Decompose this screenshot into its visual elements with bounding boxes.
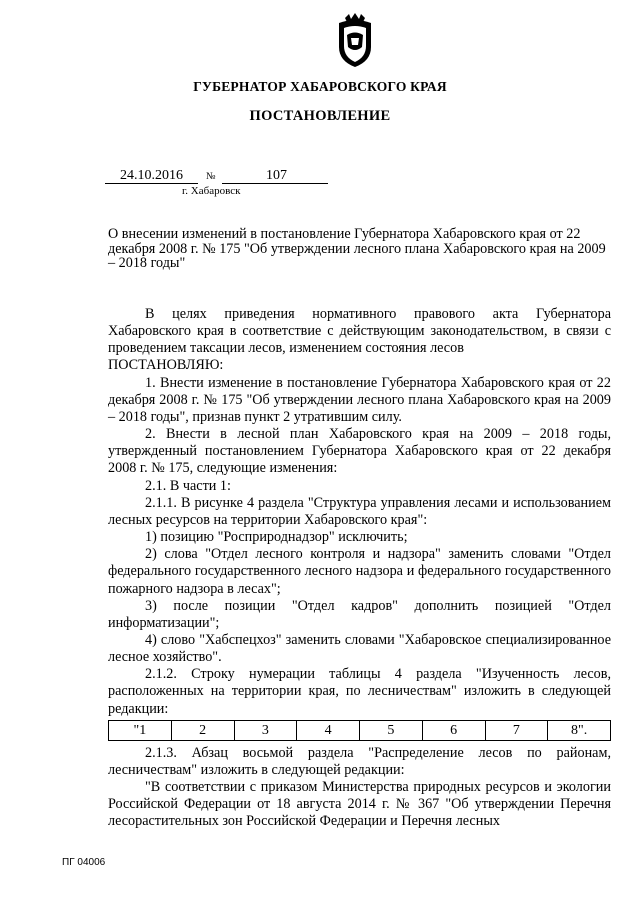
paragraph: 2. Внести в лесной план Хабаровского края на 2009 – 2018 годы, утвержденный постановлением Губернатора Хабаровского края от 22 декабря 2008 г. № 175, следующие изменения:: [108, 426, 611, 477]
table-cell: 8".: [548, 720, 611, 740]
paragraph: 4) слово "Хабспецхоз" заменить словами "Хабаровское специализированное лесное хозяйство".: [108, 631, 611, 666]
paragraph: 2.1.2. Строку нумерации таблицы 4 раздела "Изученность лесов, расположенных на территории края, по лесничествам" изложить в следующей редакции:: [108, 666, 611, 717]
coat-of-arms-icon: [331, 13, 379, 69]
document-body: [108, 306, 611, 831]
paragraph: 1. Внести изменение в постановление Губернатора Хабаровского края от 22 декабря 2008 г. № 175 "Об утверждении лесного плана Хабаровского края на 2009 – 2018 годы", признав пункт 2 утратившим силу.: [108, 374, 611, 425]
numbering-table: [108, 720, 611, 741]
paragraph: 2) слова "Отдел лесного контроля и надзора" заменить словами "Отдел федерального государственного лесного надзора и федерального государственного пожарного надзора в лесах";: [108, 546, 611, 597]
table-cell: 7: [485, 720, 548, 740]
document-title: О внесении изменений в постановление Губернатора Хабаровского края от 22 декабря 2008 г. № 175 "Об утверждении лесного плана Хабаровского края на 2009 – 2018 годы": [108, 226, 606, 271]
paragraph: "В соответствии с приказом Министерства природных ресурсов и экологии Российской Федерации от 18 августа 2014 г. № 367 "Об утверждении Перечня лесорастительных зон Российской Федерации и Перечня лесных: [108, 779, 611, 830]
table-cell: "1: [109, 720, 172, 740]
document-date: 24.10.2016: [105, 168, 198, 184]
table-cell: 3: [234, 720, 297, 740]
paragraph: 2.1.1. В рисунке 4 раздела "Структура управления лесами и использованием лесных ресурсов на территории Хабаровского края":: [108, 494, 611, 528]
table-cell: 4: [297, 720, 360, 740]
paragraph: 3) после позиции "Отдел кадров" дополнить позицией "Отдел информатизации";: [108, 597, 611, 631]
paragraph: В целях приведения нормативного правового акта Губернатора Хабаровского края в соответствие с действующим законодательством, в связи с проведением таксации лесов, изменением состояния лесов: [108, 306, 611, 357]
paragraph: 1) позицию "Росприроднадзор" исключить;: [145, 529, 408, 546]
document-number: 107: [222, 168, 328, 184]
table-cell: 5: [360, 720, 423, 740]
paragraph-decree: ПОСТАНОВЛЯЮ:: [108, 357, 224, 374]
table-cell: 6: [422, 720, 485, 740]
paragraph: 2.1.3. Абзац восьмой раздела "Распределение лесов по районам, лесничествам" изложить в следующей редакции:: [108, 744, 611, 778]
paragraph: 2.1. В части 1:: [145, 477, 231, 494]
form-code: ПГ 04006: [62, 857, 106, 868]
number-sign: №: [206, 171, 216, 182]
document-type: ПОСТАНОВЛЕНИЕ: [249, 108, 391, 124]
table-row: [109, 720, 611, 740]
governor-heading: ГУБЕРНАТОР ХАБАРОВСКОГО КРАЯ: [193, 79, 447, 94]
document-city: г. Хабаровск: [182, 185, 241, 197]
table-cell: 2: [171, 720, 234, 740]
